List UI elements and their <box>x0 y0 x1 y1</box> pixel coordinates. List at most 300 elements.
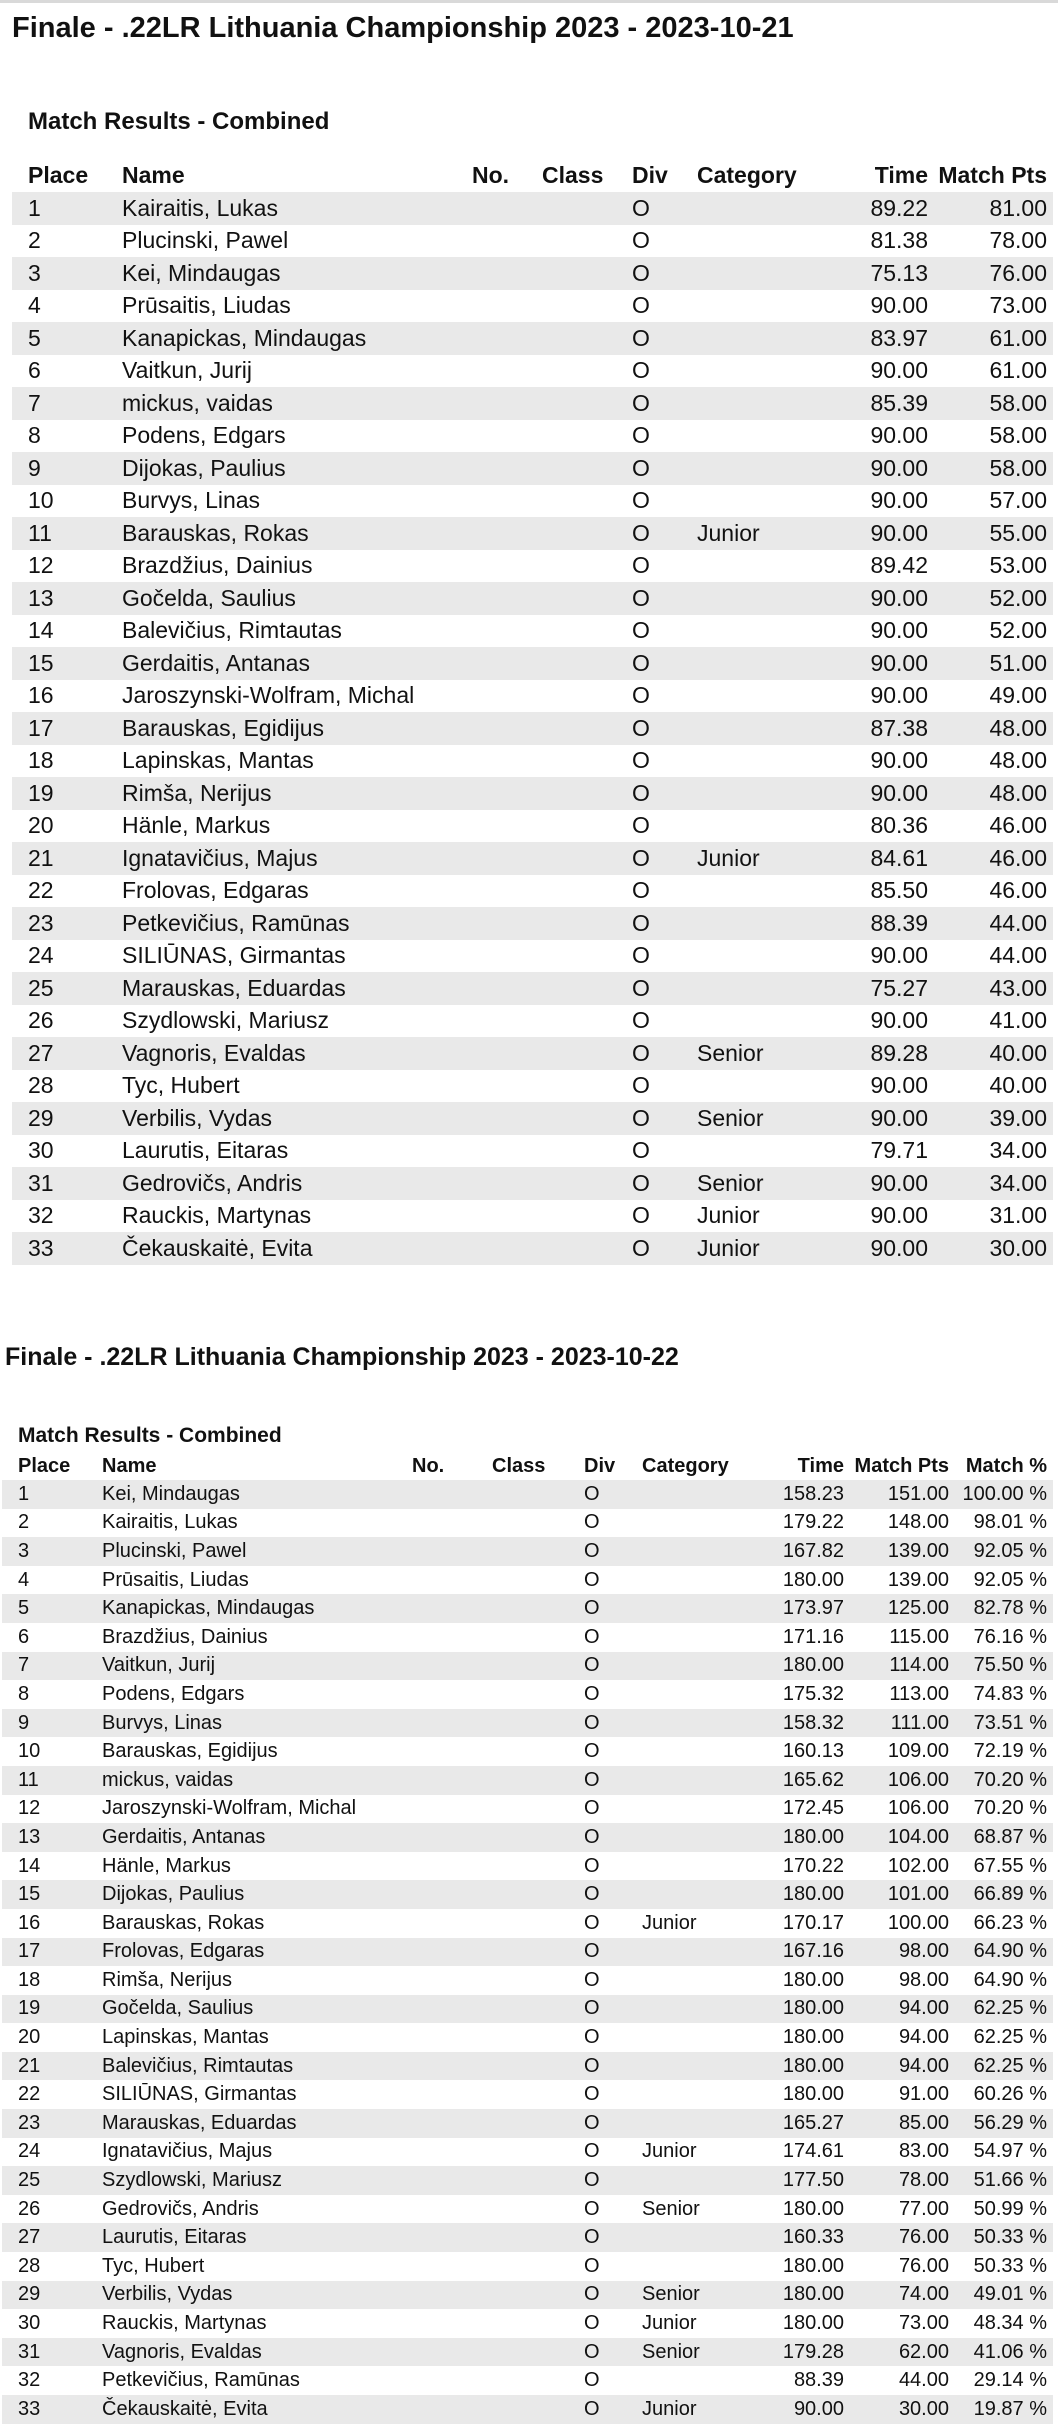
cell-name: Rauckis, Martynas <box>102 2312 267 2335</box>
cell-match-pct: 74.83 % <box>973 1682 1047 1705</box>
cell-div: O <box>632 357 650 384</box>
cell-place: 5 <box>2 1594 102 1623</box>
table-row <box>2 1623 1053 1652</box>
cell-name: Barauskas, Egidijus <box>102 1740 278 1763</box>
table-row <box>12 972 1053 1005</box>
cell-class <box>492 1509 584 1538</box>
cell-name: Ignatavičius, Majus <box>122 842 472 875</box>
cell-class <box>492 1594 584 1623</box>
table-row <box>2 2166 1053 2195</box>
cell-time: 81.38 <box>870 227 928 254</box>
cell-class <box>542 355 632 388</box>
table-row <box>12 290 1053 323</box>
cell-time: 75.27 <box>833 972 928 1005</box>
cell-match-pts: 73.00 <box>989 292 1047 319</box>
cell-number <box>472 907 542 940</box>
cell-match-pts: 31.00 <box>989 1202 1047 1229</box>
cell-name: Lapinskas, Mantas <box>122 747 314 774</box>
cell-category <box>642 2052 754 2081</box>
cell-div: O <box>584 1823 642 1852</box>
cell-div: O <box>632 292 650 319</box>
cell-match-pct: 49.01 % <box>949 2281 1053 2310</box>
cell-category <box>642 1995 754 2024</box>
cell-class <box>492 2166 584 2195</box>
cell-match-pct: 92.05 % <box>949 1537 1053 1566</box>
cell-name: Kei, Mindaugas <box>102 1480 412 1509</box>
cell-match-pct: 76.16 % <box>973 1625 1047 1648</box>
cell-class <box>492 2338 584 2367</box>
cell-place: 9 <box>2 1709 102 1738</box>
cell-class <box>542 192 632 225</box>
table-row <box>12 940 1053 973</box>
table-row <box>2 2023 1053 2052</box>
cell-match-pts: 46.00 <box>928 842 1053 875</box>
cell-number <box>412 2309 492 2338</box>
cell-time: 83.97 <box>833 322 928 355</box>
cell-class <box>492 1966 584 1995</box>
cell-place: 29 <box>2 2281 102 2310</box>
cell-match-pts: 58.00 <box>989 422 1047 449</box>
table-row <box>12 582 1053 615</box>
cell-number <box>412 2023 492 2052</box>
cell-time: 90.00 <box>754 2395 844 2424</box>
cell-category <box>642 1766 754 1795</box>
cell-match-pts: 73.00 <box>898 2312 949 2335</box>
cell-category <box>642 1938 754 1967</box>
cell-number <box>472 355 542 388</box>
cell-number <box>472 582 542 615</box>
cell-class <box>542 647 632 680</box>
cell-time: 179.22 <box>782 1511 844 1534</box>
cell-name: Gedrovičs, Andris <box>122 1167 472 1200</box>
cell-div: O <box>632 617 650 644</box>
cell-category <box>697 647 833 680</box>
cell-number <box>472 452 542 485</box>
table-row <box>2 1709 1053 1738</box>
cell-number <box>412 2166 492 2195</box>
table-row <box>12 1005 1053 1038</box>
cell-category <box>697 550 833 583</box>
cell-name: Burvys, Linas <box>122 487 261 514</box>
cell-match-pts: 44.00 <box>989 942 1047 969</box>
cell-match-pts: 34.00 <box>928 1167 1053 1200</box>
cell-number <box>472 940 542 973</box>
cell-name: Ignatavičius, Majus <box>102 2140 273 2163</box>
cell-time: 180.00 <box>754 1880 844 1909</box>
cell-match-pts: 148.00 <box>887 1511 949 1534</box>
cell-place: 11 <box>2 1766 102 1795</box>
cell-number <box>472 322 542 355</box>
cell-class <box>542 615 632 648</box>
cell-match-pts: 51.00 <box>928 647 1053 680</box>
cell-category <box>642 1709 754 1738</box>
cell-category: Senior <box>697 1037 833 1070</box>
cell-div: O <box>632 842 697 875</box>
cell-name: Plucinski, Pawel <box>122 227 289 254</box>
cell-category <box>697 777 833 810</box>
cell-time: 90.00 <box>870 617 928 644</box>
cell-class <box>542 907 632 940</box>
table-row <box>12 907 1053 940</box>
top-divider <box>0 0 1058 3</box>
cell-number <box>412 1594 492 1623</box>
cell-match-pts: 100.00 <box>887 1911 949 1934</box>
cell-category <box>642 1480 754 1509</box>
cell-number <box>472 517 542 550</box>
cell-div: O <box>584 2197 600 2220</box>
table-row <box>12 1102 1053 1135</box>
cell-name: Kairaitis, Lukas <box>102 1511 238 1534</box>
cell-number <box>412 1623 492 1652</box>
table-row <box>12 1200 1053 1233</box>
cell-category <box>642 1509 754 1538</box>
cell-category <box>642 1594 754 1623</box>
cell-div: O <box>584 1854 600 1877</box>
table-row <box>2 1566 1053 1595</box>
cell-class <box>542 290 632 323</box>
cell-place: 19 <box>2 1995 102 2024</box>
cell-time: 90.00 <box>870 1072 928 1099</box>
cell-name: Marauskas, Eduardas <box>122 972 472 1005</box>
cell-number <box>412 1852 492 1881</box>
cell-category <box>642 1566 754 1595</box>
cell-number <box>412 2366 492 2395</box>
cell-time: 180.00 <box>782 1968 844 1991</box>
cell-div: O <box>632 227 650 254</box>
cell-div: O <box>632 942 650 969</box>
cell-place: 23 <box>12 907 122 940</box>
cell-place: 18 <box>18 1968 41 1991</box>
cell-place: 15 <box>2 1880 102 1909</box>
cell-name: Jaroszynski-Wolfram, Michal <box>102 1797 357 1820</box>
cell-match-pts: 30.00 <box>928 1232 1053 1265</box>
cell-category <box>642 1795 754 1824</box>
cell-time: 90.00 <box>870 1007 928 1034</box>
cell-match-pct: 51.66 % <box>949 2166 1053 2195</box>
table-row <box>2 1795 1053 1824</box>
cell-category <box>697 615 833 648</box>
table-row <box>12 225 1053 258</box>
cell-place: 32 <box>18 2369 41 2392</box>
cell-name: Szydlowski, Mariusz <box>122 1007 330 1034</box>
table-row <box>2 2195 1053 2224</box>
cell-class <box>492 1709 584 1738</box>
cell-match-pts: 94.00 <box>844 2052 949 2081</box>
cell-number <box>412 2338 492 2367</box>
cell-number <box>472 550 542 583</box>
cell-div: O <box>584 2338 642 2367</box>
cell-div: O <box>632 712 697 745</box>
cell-time: 177.50 <box>754 2166 844 2195</box>
cell-time: 180.00 <box>754 2052 844 2081</box>
cell-class <box>542 1135 632 1168</box>
table-row <box>2 1737 1053 1766</box>
cell-time: 90.00 <box>833 777 928 810</box>
cell-category: Senior <box>697 1102 833 1135</box>
column-header-time: Time <box>874 161 928 188</box>
cell-name: Petkevičius, Ramūnas <box>102 2369 300 2392</box>
cell-class <box>542 940 632 973</box>
cell-category <box>697 1135 833 1168</box>
cell-name: Balevičius, Rimtautas <box>122 617 342 644</box>
cell-name: Brazdžius, Dainius <box>122 552 313 579</box>
cell-time: 158.32 <box>754 1709 844 1738</box>
cell-match-pct: 66.23 % <box>973 1911 1047 1934</box>
cell-place: 25 <box>12 972 122 1005</box>
cell-match-pts: 48.00 <box>989 747 1047 774</box>
cell-match-pct: 100.00 % <box>949 1480 1053 1509</box>
cell-category <box>697 907 833 940</box>
cell-class <box>542 582 632 615</box>
header-row <box>12 158 1053 192</box>
cell-place: 17 <box>2 1938 102 1967</box>
cell-number <box>472 875 542 908</box>
cell-time: 173.97 <box>754 1594 844 1623</box>
cell-time: 180.00 <box>754 1995 844 2024</box>
cell-name: Kanapickas, Mindaugas <box>122 322 472 355</box>
cell-class <box>542 680 632 713</box>
cell-name: Kairaitis, Lukas <box>122 192 472 225</box>
cell-place: 28 <box>18 2254 41 2277</box>
cell-div: O <box>632 1037 697 1070</box>
cell-name: Rauckis, Martynas <box>122 1202 312 1229</box>
cell-match-pts: 62.00 <box>844 2338 949 2367</box>
table-row <box>2 1909 1053 1938</box>
cell-number <box>412 1652 492 1681</box>
cell-div: O <box>632 777 697 810</box>
cell-time: 180.00 <box>782 1568 844 1591</box>
cell-place: 3 <box>12 257 122 290</box>
cell-category <box>642 1652 754 1681</box>
cell-match-pct: 98.01 % <box>973 1511 1047 1534</box>
cell-place: 19 <box>12 777 122 810</box>
cell-category <box>697 972 833 1005</box>
cell-div: O <box>584 2369 600 2392</box>
cell-number <box>412 1795 492 1824</box>
cell-category <box>642 1623 754 1652</box>
cell-category <box>697 680 833 713</box>
cell-number <box>412 1966 492 1995</box>
cell-div: O <box>632 192 697 225</box>
cell-div: O <box>584 1652 642 1681</box>
cell-time: 90.00 <box>870 747 928 774</box>
cell-place: 8 <box>18 1682 30 1705</box>
column-header-match-pts: Match Pts <box>938 161 1047 188</box>
cell-name: Gerdaitis, Antanas <box>122 647 472 680</box>
cell-match-pct: 64.90 % <box>973 1968 1047 1991</box>
cell-category: Senior <box>642 2197 700 2220</box>
cell-match-pts: 48.00 <box>928 777 1053 810</box>
cell-place: 25 <box>2 2166 102 2195</box>
cell-name: SILIŪNAS, Girmantas <box>102 2083 297 2106</box>
cell-match-pts: 106.00 <box>887 1797 949 1820</box>
cell-time: 180.00 <box>782 2254 844 2277</box>
cell-place: 1 <box>2 1480 102 1509</box>
cell-time: 90.00 <box>870 1202 928 1229</box>
cell-class <box>492 1880 584 1909</box>
table-row <box>2 1766 1053 1795</box>
cell-class <box>542 322 632 355</box>
column-header-div: Div <box>632 161 668 188</box>
table-row <box>2 1966 1053 1995</box>
cell-class <box>542 1037 632 1070</box>
cell-place: 31 <box>12 1167 122 1200</box>
cell-match-pts: 41.00 <box>989 1007 1047 1034</box>
results-title-day2: Finale - .22LR Lithuania Championship 2023 - 2023-10-22 <box>5 1343 679 1371</box>
cell-match-pts: 44.00 <box>928 907 1053 940</box>
cell-name: Gedrovičs, Andris <box>102 2197 259 2220</box>
cell-match-pts: 44.00 <box>898 2369 949 2392</box>
cell-time: 85.50 <box>870 877 928 904</box>
cell-match-pts: 111.00 <box>844 1709 949 1738</box>
cell-place: 14 <box>18 1854 41 1877</box>
results-title-day1: Finale - .22LR Lithuania Championship 2023 - 2023-10-21 <box>12 12 794 44</box>
cell-class <box>492 2052 584 2081</box>
cell-time: 167.16 <box>754 1938 844 1967</box>
cell-place: 6 <box>18 1625 30 1648</box>
cell-class <box>542 712 632 745</box>
cell-category: Senior <box>642 2281 754 2310</box>
cell-match-pts: 39.00 <box>928 1102 1053 1135</box>
cell-place: 28 <box>28 1072 54 1099</box>
cell-match-pts: 46.00 <box>989 877 1047 904</box>
table-row <box>12 777 1053 810</box>
cell-div: O <box>584 1625 600 1648</box>
cell-class <box>492 1852 584 1881</box>
cell-number <box>412 1709 492 1738</box>
cell-number <box>472 1005 542 1038</box>
table-row <box>2 2252 1053 2281</box>
cell-name: Podens, Edgars <box>122 422 286 449</box>
cell-class <box>542 1200 632 1233</box>
cell-class <box>542 745 632 778</box>
cell-number <box>412 1480 492 1509</box>
cell-div: O <box>584 1568 600 1591</box>
table-row <box>2 1680 1053 1709</box>
cell-time: 89.28 <box>833 1037 928 1070</box>
cell-class <box>492 2080 584 2109</box>
cell-match-pts: 30.00 <box>844 2395 949 2424</box>
cell-match-pts: 76.00 <box>898 2254 949 2277</box>
cell-div: O <box>584 1594 642 1623</box>
cell-number <box>412 2138 492 2167</box>
cell-number <box>472 810 542 843</box>
table-row <box>2 2281 1053 2310</box>
cell-match-pts: 83.00 <box>898 2140 949 2163</box>
cell-div: O <box>632 387 697 420</box>
table-row <box>2 2109 1053 2138</box>
cell-div: O <box>632 1232 697 1265</box>
cell-category: Junior <box>642 2395 754 2424</box>
cell-class <box>542 972 632 1005</box>
cell-div: O <box>584 2109 642 2138</box>
cell-category <box>642 1880 754 1909</box>
cell-number <box>412 1680 492 1709</box>
cell-div: O <box>632 1167 697 1200</box>
table-row <box>12 550 1053 583</box>
cell-div: O <box>584 1537 642 1566</box>
table-row <box>12 517 1053 550</box>
cell-place: 33 <box>12 1232 122 1265</box>
table-row <box>12 1167 1053 1200</box>
cell-match-pts: 74.00 <box>844 2281 949 2310</box>
cell-number <box>472 680 542 713</box>
cell-number <box>412 2109 492 2138</box>
cell-category <box>697 745 833 778</box>
cell-number <box>412 2223 492 2252</box>
results-table-day1 <box>12 158 1053 1265</box>
table-row <box>12 745 1053 778</box>
cell-time: 180.00 <box>754 2281 844 2310</box>
cell-place: 4 <box>28 292 41 319</box>
cell-category <box>642 1537 754 1566</box>
cell-time: 171.16 <box>782 1625 844 1648</box>
cell-match-pct: 72.19 % <box>973 1740 1047 1763</box>
cell-class <box>492 1480 584 1509</box>
cell-name: mickus, vaidas <box>102 1766 412 1795</box>
cell-match-pct: 82.78 % <box>949 1594 1053 1623</box>
cell-time: 90.00 <box>833 1167 928 1200</box>
cell-name: Verbilis, Vydas <box>122 1102 472 1135</box>
cell-category <box>697 192 833 225</box>
cell-place: 4 <box>18 1568 30 1591</box>
cell-match-pts: 139.00 <box>844 1537 949 1566</box>
cell-name: Barauskas, Rokas <box>102 1911 265 1934</box>
cell-name: Vaitkun, Jurij <box>122 357 252 384</box>
results-table-body <box>2 1480 1053 2424</box>
cell-number <box>472 1070 542 1103</box>
cell-div: O <box>584 2052 642 2081</box>
cell-category <box>697 1070 833 1103</box>
cell-match-pct: 29.14 % <box>973 2369 1047 2392</box>
cell-time: 89.42 <box>870 552 928 579</box>
table-row <box>12 712 1053 745</box>
cell-category <box>697 355 833 388</box>
cell-time: 90.00 <box>870 292 928 319</box>
cell-number <box>472 192 542 225</box>
cell-time: 89.22 <box>833 192 928 225</box>
cell-match-pts: 114.00 <box>844 1652 949 1681</box>
column-header-time: Time <box>797 1454 844 1477</box>
cell-category <box>642 1737 754 1766</box>
column-header-number: No. <box>472 161 510 188</box>
table-row <box>12 322 1053 355</box>
cell-place: 10 <box>18 1740 41 1763</box>
table-row <box>12 810 1053 843</box>
cell-div: O <box>584 1938 642 1967</box>
cell-place: 13 <box>2 1823 102 1852</box>
cell-time: 90.00 <box>833 452 928 485</box>
cell-place: 12 <box>28 552 54 579</box>
cell-name: Dijokas, Paulius <box>122 452 472 485</box>
cell-match-pts: 55.00 <box>928 517 1053 550</box>
cell-category: Junior <box>697 1232 833 1265</box>
cell-div: O <box>584 1766 642 1795</box>
cell-number <box>472 257 542 290</box>
cell-name: Vaitkun, Jurij <box>102 1652 412 1681</box>
cell-place: 30 <box>18 2312 41 2335</box>
cell-name: Čekauskaitė, Evita <box>102 2395 412 2424</box>
cell-category <box>642 2023 754 2052</box>
cell-time: 180.00 <box>754 1652 844 1681</box>
column-header-place: Place <box>18 1454 71 1477</box>
cell-match-pts: 58.00 <box>928 452 1053 485</box>
cell-time: 75.13 <box>833 257 928 290</box>
cell-match-pct: 54.97 % <box>973 2140 1047 2163</box>
cell-time: 180.00 <box>782 2026 844 2049</box>
cell-name: Barauskas, Egidijus <box>122 712 472 745</box>
cell-name: Frolovas, Edgaras <box>122 877 309 904</box>
